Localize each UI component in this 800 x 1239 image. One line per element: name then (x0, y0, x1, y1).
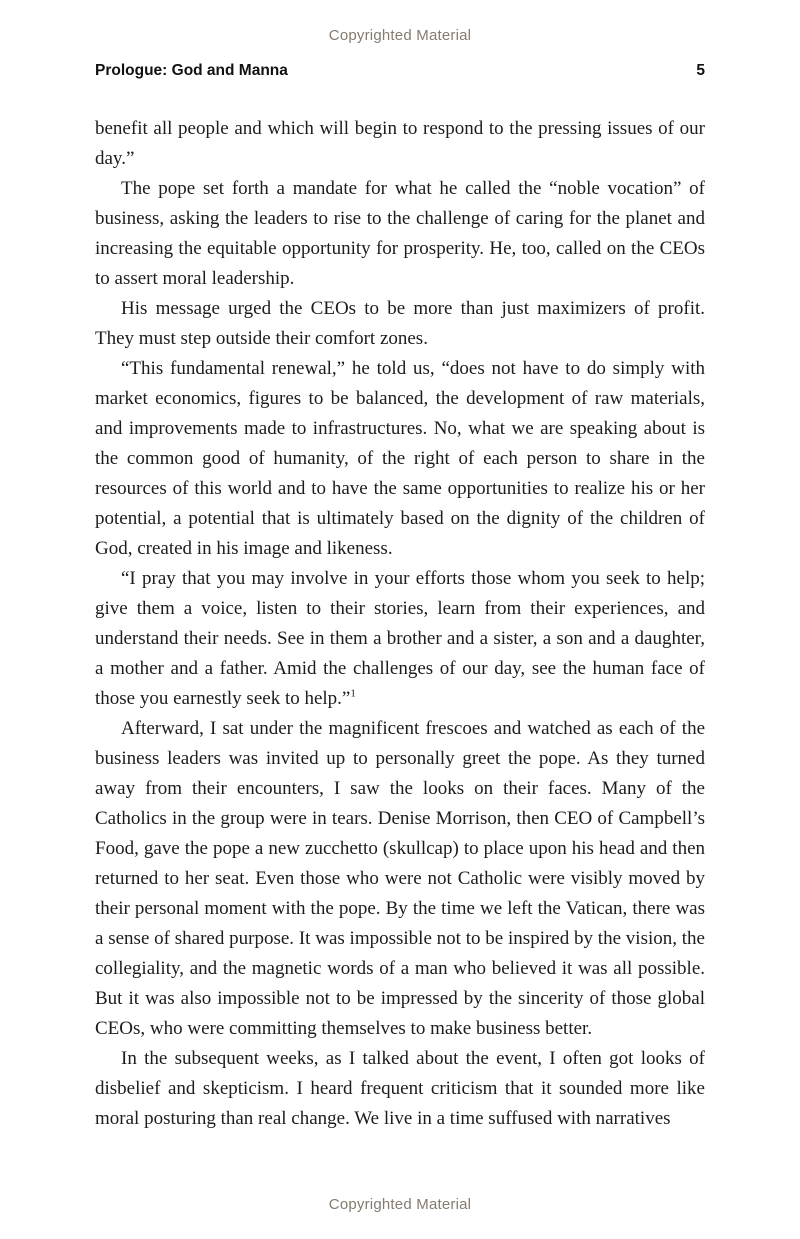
paragraph-text: “I pray that you may involve in your efforts those whom you seek to help; give them a voice, listen to their stories, learn from their experiences, and understand their needs. See in them a brother and a sister, a son and a daughter, a mother and a father. Amid the challenges of our day, see the human face of those you earnestly seek to help.” (95, 568, 705, 709)
paragraph: “This fundamental renewal,” he told us, “does not have to do simply with market economics, figures to be balanced, the development of raw materials, and improvements made to infrastructures. No, what we are speaking about is the common good of humanity, of the right of each person to share in the resources of this world and to have the same opportunities to realize his or her potential, a potential that is ultimately based on the dignity of the children of God, created in his image and likeness. (95, 358, 705, 559)
copyright-notice-bottom: Copyrighted Material (328, 1196, 472, 1213)
copyright-notice-top: Copyrighted Material (328, 27, 472, 44)
paragraph: The pope set forth a mandate for what he called the “noble vocation” of business, asking the leaders to rise to the challenge of caring for the planet and increasing the equitable opportunity for prosperity. He, too, called on the CEOs to assert moral leadership. (95, 178, 705, 289)
paragraph: benefit all people and which will begin to respond to the pressing issues of our day.” (95, 118, 705, 169)
paragraph: In the subsequent weeks, as I talked about the event, I often got looks of disbelief and skepticism. I heard frequent criticism that it sounded more like moral posturing than real change. We live in a time suffused with narratives (95, 1048, 705, 1129)
paragraph (95, 564, 705, 714)
running-header (95, 62, 705, 80)
paragraph: Afterward, I sat under the magnificent frescoes and watched as each of the business leaders was invited up to personally greet the pope. As they turned away from their encounters, I saw the looks on their faces. Many of the Catholics in the group were in tears. Denise Morrison, then CEO of Campbell’s Food, gave the pope a new zucchetto (skullcap) to place upon his head and then returned to her seat. Even those who were not Catholic were visibly moved by their personal moment with the pope. By the time we left the Vatican, there was a sense of shared purpose. It was impossible not to be inspired by the vision, the collegiality, and the magnetic words of a man who believed it was all possible. But it was also impossible not to be impressed by the sincerity of those global CEOs, who were committing themselves to make business better. (95, 718, 705, 1039)
footnote-marker: 1 (350, 687, 356, 700)
page-number: 5 (696, 62, 705, 79)
running-title: Prologue: God and Manna (95, 62, 288, 79)
paragraph: His message urged the CEOs to be more than just maximizers of profit. They must step outside their comfort zones. (95, 298, 705, 349)
body-text (95, 114, 705, 1134)
